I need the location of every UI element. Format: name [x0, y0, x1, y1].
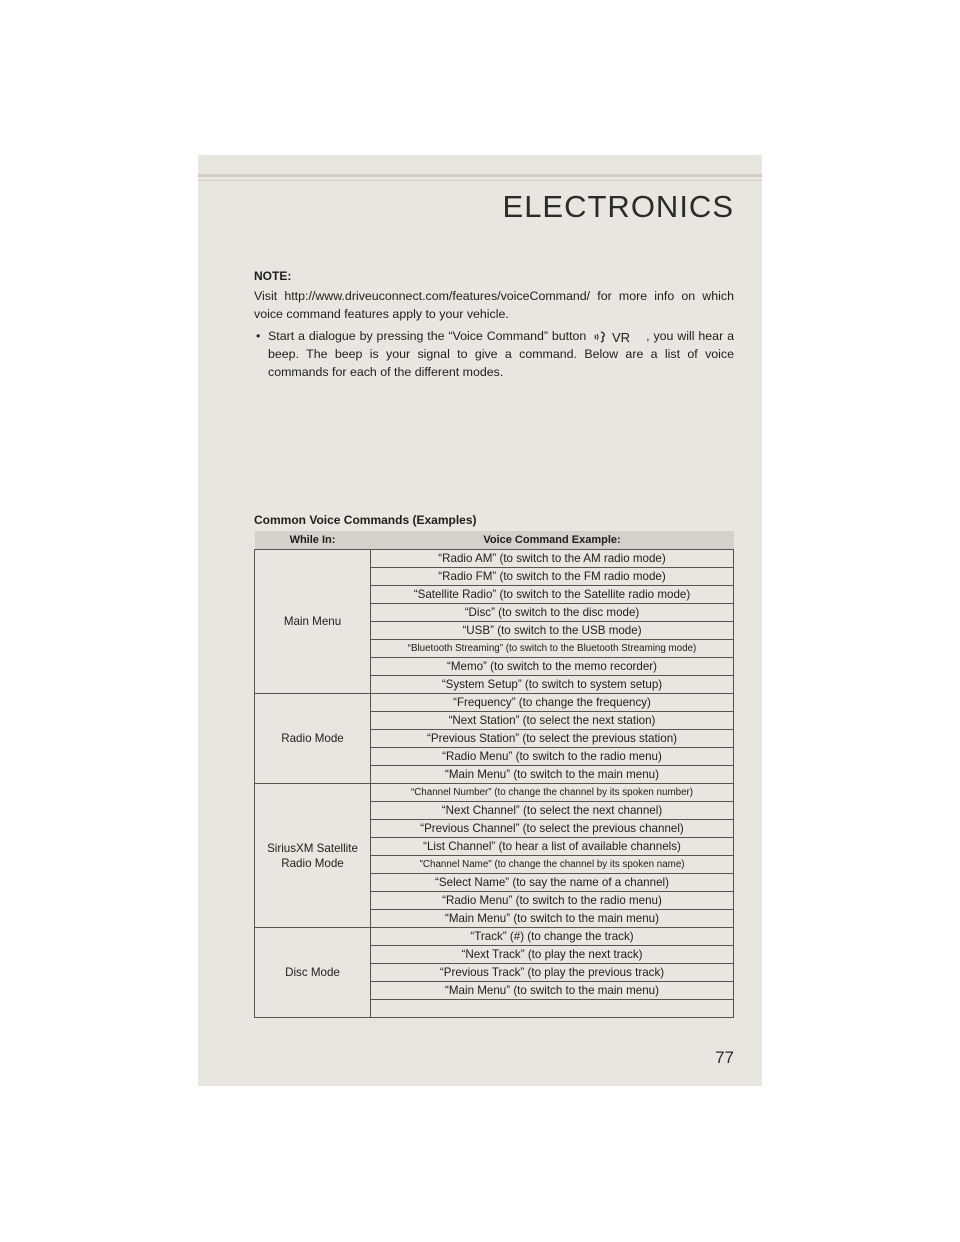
command-cell: “Next Track” (to play the next track) [371, 946, 734, 964]
table-header-row [255, 531, 734, 550]
command-cell: “USB” (to switch to the USB mode) [371, 622, 734, 640]
command-cell: “Memo” (to switch to the memo recorder) [371, 658, 734, 676]
table-title: Common Voice Commands (Examples) [254, 513, 477, 527]
command-cell: “Radio FM” (to switch to the FM radio mode) [371, 568, 734, 586]
bullet-text-before: Start a dialogue by pressing the “Voice Command” button [268, 329, 587, 343]
table-row [255, 928, 734, 946]
command-cell: “Previous Station” (to select the previous station) [371, 730, 734, 748]
command-cell: “Next Station” (to select the next station) [371, 712, 734, 730]
command-cell: “Main Menu” (to switch to the main menu) [371, 910, 734, 928]
note-heading: NOTE: [254, 269, 292, 283]
bullet-item [254, 327, 734, 381]
command-cell: “Radio AM” (to switch to the AM radio mode) [371, 550, 734, 568]
mode-main-menu: Main Menu [255, 550, 371, 694]
command-cell: "Channel Name" (to change the channel by its spoken name) [371, 856, 734, 874]
manual-page [198, 155, 762, 1086]
mode-siriusxm: SiriusXM Satellite Radio Mode [255, 784, 371, 928]
command-cell: “Previous Track” (to play the previous track) [371, 964, 734, 982]
col-header-while-in: While In: [255, 531, 371, 550]
command-cell: “Satellite Radio” (to switch to the Satellite radio mode) [371, 586, 734, 604]
col-header-command: Voice Command Example: [371, 531, 734, 550]
bullet-text-after: , you will hear a beep. The beep is your signal to give a command. Below are a list of voice commands for each of the different modes. [268, 329, 734, 379]
voice-command-icon [592, 329, 640, 345]
command-cell: “Track” (#) (to change the track) [371, 928, 734, 946]
note-body: Visit http://www.driveuconnect.com/features/voiceCommand/ for more info on which voice command features apply to your vehicle. [254, 289, 734, 321]
mode-disc: Disc Mode [255, 928, 371, 1018]
svg-text:VR: VR [612, 329, 631, 345]
section-title: ELECTRONICS [502, 189, 734, 224]
command-cell: “Radio Menu” (to switch to the radio menu) [371, 892, 734, 910]
blank-cell [371, 1000, 734, 1018]
table-row [255, 550, 734, 568]
command-cell: “Main Menu” (to switch to the main menu) [371, 982, 734, 1000]
mode-radio: Radio Mode [255, 694, 371, 784]
command-cell: “Next Channel” (to select the next channel) [371, 802, 734, 820]
command-cell: “Select Name” (to say the name of a channel) [371, 874, 734, 892]
page-number: 77 [715, 1048, 734, 1067]
note-block [254, 267, 734, 381]
command-cell: “Bluetooth Streaming” (to switch to the Bluetooth Streaming mode) [371, 640, 734, 658]
voice-commands-table [254, 531, 734, 1018]
table-row [255, 694, 734, 712]
command-cell: “List Channel” (to hear a list of available channels) [371, 838, 734, 856]
header-rule-thin [198, 180, 762, 181]
table-row [255, 784, 734, 802]
command-cell: “System Setup” (to switch to system setup) [371, 676, 734, 694]
header-rule [198, 174, 762, 177]
command-cell: “Channel Number” (to change the channel by its spoken number) [371, 784, 734, 802]
command-cell: “Radio Menu” (to switch to the radio menu) [371, 748, 734, 766]
command-cell: “Main Menu” (to switch to the main menu) [371, 766, 734, 784]
bullet-dot: • [256, 329, 261, 343]
command-cell: “Previous Channel” (to select the previous channel) [371, 820, 734, 838]
command-cell: “Disc” (to switch to the disc mode) [371, 604, 734, 622]
command-cell: “Frequency” (to change the frequency) [371, 694, 734, 712]
